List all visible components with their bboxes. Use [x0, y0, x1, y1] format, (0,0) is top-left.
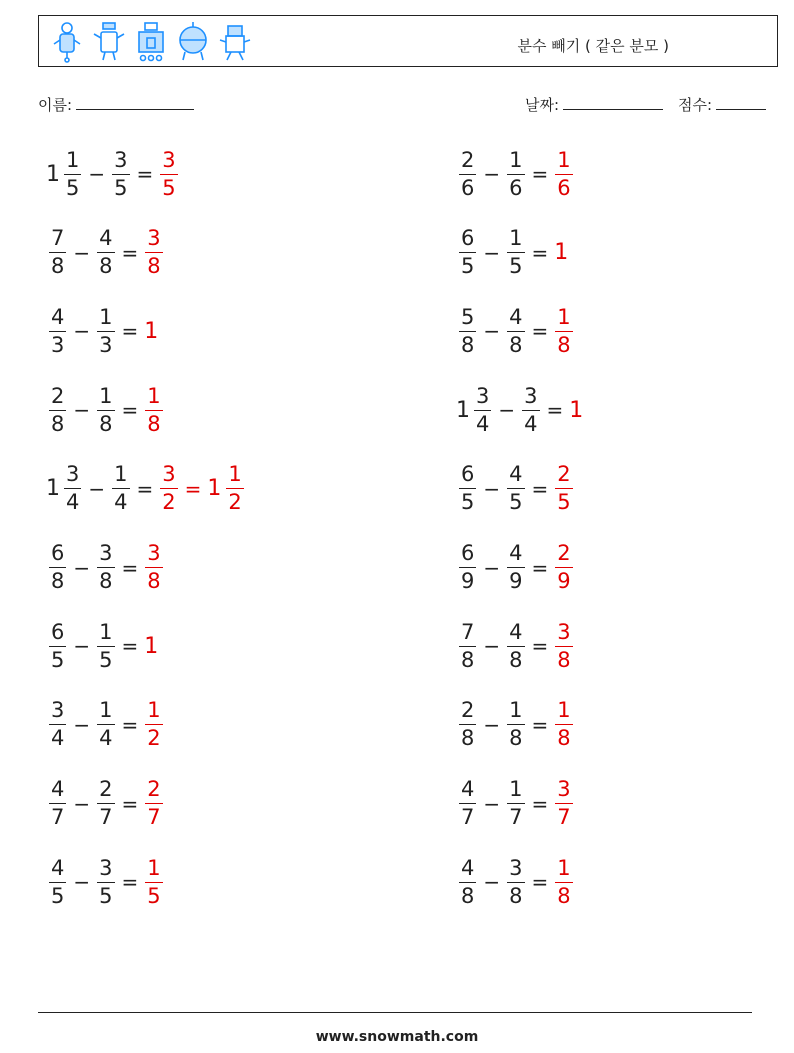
answer-fraction: [145, 855, 162, 908]
denominator: 5: [162, 175, 176, 200]
minuend-fraction: [49, 855, 66, 908]
numerator: 3: [557, 619, 571, 644]
minuend-fraction: [459, 619, 476, 672]
answer: [142, 543, 165, 592]
worksheet-header: [38, 15, 778, 67]
equals-sign: =: [531, 162, 549, 186]
equals-sign: =: [121, 791, 139, 816]
equals-sign: =: [121, 870, 139, 895]
denominator: 4: [51, 726, 65, 751]
problem-12: [456, 537, 576, 599]
minus-sign: −: [483, 240, 501, 265]
numerator: 4: [51, 777, 65, 802]
subtrahend-fraction: [97, 228, 114, 277]
numerator: 2: [147, 777, 161, 802]
denominator: 8: [51, 411, 65, 436]
answer: [157, 464, 247, 513]
problem-5: [46, 300, 160, 362]
minus-sign: −: [483, 791, 501, 816]
answer-mixed-fraction: [226, 464, 243, 513]
denominator: 5: [147, 883, 161, 908]
minuend-fraction: [459, 543, 476, 592]
name-field: [38, 94, 194, 115]
numerator: 1: [509, 226, 523, 251]
denominator: 6: [461, 175, 475, 200]
numerator: 4: [51, 855, 65, 880]
numerator: 1: [509, 777, 523, 802]
numerator: 2: [99, 777, 113, 802]
numerator: 3: [162, 147, 176, 172]
numerator: 6: [51, 541, 65, 565]
equals-sign: =: [121, 712, 139, 737]
minuend-fraction: [49, 304, 66, 357]
numerator: 3: [147, 541, 161, 565]
equals-sign: =: [531, 476, 549, 501]
numerator: 4: [509, 304, 523, 329]
answer: [552, 147, 575, 200]
denominator: 5: [114, 175, 128, 200]
equals-sign: =: [136, 476, 154, 501]
denominator: 9: [461, 569, 475, 593]
date-field: [525, 94, 663, 115]
numerator: 1: [557, 698, 571, 723]
minus-sign: −: [73, 555, 91, 580]
minuend-fraction: [459, 304, 476, 357]
minuend-fraction: [459, 147, 476, 200]
denominator: 8: [557, 332, 571, 357]
answer: [552, 543, 575, 592]
denominator: 4: [99, 726, 113, 751]
answer: [142, 319, 160, 344]
answer-whole: 1: [144, 633, 159, 659]
answer-fraction: [145, 779, 162, 828]
subtrahend-fraction: [97, 855, 114, 908]
equals-sign: =: [531, 870, 549, 895]
equals-sign: =: [546, 398, 564, 423]
denominator: 5: [509, 490, 523, 515]
equals-sign: =: [121, 634, 139, 659]
denominator: 8: [557, 647, 571, 672]
answer-fraction: [555, 700, 572, 749]
minus-sign: −: [498, 398, 516, 423]
numerator: 3: [509, 855, 523, 880]
answer-fraction: [555, 619, 572, 672]
minus-sign: −: [73, 398, 91, 423]
problem-20: [456, 851, 576, 913]
numerator: 3: [99, 855, 113, 880]
denominator: 7: [51, 805, 65, 830]
date-label: 날짜:: [525, 96, 560, 114]
robot-icon-1: [49, 20, 85, 64]
minus-sign: −: [73, 634, 91, 659]
answer-equals-sign: =: [184, 476, 202, 501]
problem-2: [456, 143, 576, 205]
numerator: 1: [557, 147, 571, 172]
minuend-fraction: [49, 383, 66, 436]
answer-whole: 1: [554, 240, 569, 266]
denominator: 8: [557, 726, 571, 751]
answer: [552, 240, 570, 265]
minus-sign: −: [483, 319, 501, 344]
minus-sign: −: [88, 476, 106, 501]
minuend-fraction: [64, 147, 81, 200]
equals-sign: =: [121, 319, 139, 344]
score-field: [678, 94, 766, 115]
numerator: 6: [461, 226, 475, 251]
numerator: 2: [461, 698, 475, 723]
subtrahend-fraction: [97, 383, 114, 436]
denominator: 7: [509, 805, 523, 830]
problem-18: [456, 773, 576, 835]
minus-sign: −: [483, 555, 501, 580]
denominator: 3: [99, 332, 113, 357]
subtrahend-fraction: [97, 304, 114, 357]
answer: [142, 383, 165, 436]
problem-14: [456, 615, 576, 677]
numerator: 3: [99, 541, 113, 565]
problem-7: [46, 379, 166, 441]
denominator: 8: [557, 883, 571, 908]
problem-17: [46, 773, 166, 835]
problem-11: [46, 537, 166, 599]
denominator: 5: [557, 490, 571, 515]
minus-sign: −: [73, 319, 91, 344]
numerator: 3: [162, 462, 176, 487]
denominator: 5: [66, 175, 80, 200]
equals-sign: =: [121, 240, 139, 265]
answer: [142, 634, 160, 659]
robot-icons: [49, 20, 253, 64]
numerator: 2: [557, 541, 571, 565]
numerator: 1: [509, 698, 523, 723]
subtrahend-fraction: [112, 464, 129, 513]
answer-fraction: [555, 147, 572, 200]
score-blank[interactable]: [716, 95, 766, 110]
subtrahend-fraction: [507, 464, 524, 513]
minus-sign: −: [483, 712, 501, 737]
minus-sign: −: [73, 870, 91, 895]
numerator: 1: [66, 147, 80, 172]
worksheet-title: 분수 빼기 ( 같은 분모 ): [517, 37, 669, 55]
answer: [142, 779, 165, 828]
denominator: 4: [524, 411, 538, 436]
answer-fraction: [145, 543, 162, 592]
denominator: 8: [461, 883, 475, 908]
numerator: 1: [114, 462, 128, 487]
denominator: 8: [461, 647, 475, 672]
numerator: 3: [557, 777, 571, 802]
denominator: 6: [557, 175, 571, 200]
numerator: 1: [99, 698, 113, 723]
minuend-fraction: [459, 700, 476, 749]
robot-icon-2: [91, 20, 127, 64]
subtrahend-fraction: [507, 779, 524, 828]
numerator: 1: [228, 462, 242, 487]
minuend-fraction: [474, 383, 491, 436]
denominator: 7: [147, 805, 161, 830]
minuend-fraction: [49, 779, 66, 828]
answer-fraction: [555, 464, 572, 513]
answer: [552, 700, 575, 749]
minuend-fraction: [64, 464, 81, 513]
answer-fraction: [555, 543, 572, 592]
answer: [157, 147, 180, 200]
answer-mixed-whole: 1: [207, 476, 222, 502]
minus-sign: −: [73, 791, 91, 816]
minuend-whole: 1: [46, 476, 60, 502]
denominator: 4: [114, 490, 128, 515]
robot-icon-5: [217, 20, 253, 64]
minuend-fraction: [49, 700, 66, 749]
numerator: 3: [476, 383, 490, 408]
numerator: 1: [147, 383, 161, 408]
answer-fraction: [555, 304, 572, 357]
denominator: 8: [51, 254, 65, 279]
numerator: 1: [557, 304, 571, 329]
numerator: 6: [461, 462, 475, 487]
numerator: 6: [461, 541, 475, 565]
numerator: 1: [147, 698, 161, 723]
answer-whole: 1: [144, 318, 159, 344]
problem-6: [456, 300, 576, 362]
numerator: 1: [99, 619, 113, 644]
minus-sign: −: [73, 712, 91, 737]
subtrahend-fraction: [97, 543, 114, 592]
minuend-fraction: [49, 619, 66, 672]
numerator: 1: [147, 855, 161, 880]
numerator: 1: [509, 147, 523, 172]
name-label: 이름:: [38, 96, 73, 114]
numerator: 1: [557, 855, 571, 880]
denominator: 5: [51, 883, 65, 908]
numerator: 3: [51, 698, 65, 723]
denominator: 2: [147, 726, 161, 751]
numerator: 4: [461, 855, 475, 880]
problem-3: [46, 222, 166, 284]
answer: [552, 855, 575, 908]
answer: [142, 700, 165, 749]
denominator: 3: [51, 332, 65, 357]
subtrahend-fraction: [522, 383, 539, 436]
subtrahend-fraction: [97, 700, 114, 749]
date-blank[interactable]: [563, 95, 663, 110]
equals-sign: =: [531, 791, 549, 816]
denominator: 2: [228, 490, 242, 515]
numerator: 7: [461, 619, 475, 644]
denominator: 8: [51, 569, 65, 593]
subtrahend-fraction: [507, 228, 524, 277]
denominator: 8: [509, 883, 523, 908]
answer-fraction: [145, 228, 162, 277]
equals-sign: =: [531, 240, 549, 265]
denominator: 9: [509, 569, 523, 593]
minuend-fraction: [49, 228, 66, 277]
denominator: 6: [509, 175, 523, 200]
score-label: 점수:: [678, 96, 713, 114]
numerator: 3: [147, 226, 161, 251]
denominator: 5: [461, 490, 475, 515]
minus-sign: −: [73, 240, 91, 265]
minuend-fraction: [459, 464, 476, 513]
equals-sign: =: [531, 555, 549, 580]
minuend-fraction: [49, 543, 66, 592]
minuend-fraction: [459, 228, 476, 277]
subtrahend-fraction: [507, 147, 524, 200]
footer-divider: [38, 1012, 752, 1013]
denominator: 8: [461, 726, 475, 751]
footer-url: www.snowmath.com: [315, 1029, 479, 1045]
answer: [567, 398, 585, 423]
denominator: 5: [99, 883, 113, 908]
numerator: 4: [509, 619, 523, 644]
subtrahend-fraction: [507, 543, 524, 592]
numerator: 4: [461, 777, 475, 802]
problem-10: [456, 458, 576, 520]
numerator: 2: [51, 383, 65, 408]
denominator: 7: [99, 805, 113, 830]
denominator: 7: [461, 805, 475, 830]
answer-fraction: [145, 383, 162, 436]
numerator: 6: [51, 619, 65, 644]
denominator: 9: [557, 569, 571, 593]
answer-fraction: [555, 779, 572, 828]
denominator: 5: [99, 647, 113, 672]
numerator: 4: [51, 304, 65, 329]
numerator: 4: [99, 226, 113, 251]
denominator: 7: [557, 805, 571, 830]
minuend-fraction: [459, 855, 476, 908]
problem-9: [46, 458, 247, 520]
denominator: 5: [509, 254, 523, 279]
denominator: 8: [99, 569, 113, 593]
problem-15: [46, 694, 166, 756]
minuend-whole: 1: [456, 397, 470, 423]
equals-sign: =: [531, 712, 549, 737]
answer: [142, 855, 165, 908]
minus-sign: −: [483, 870, 501, 895]
denominator: 8: [147, 411, 161, 436]
denominator: 4: [476, 411, 490, 436]
numerator: 1: [99, 304, 113, 329]
denominator: 8: [147, 569, 161, 593]
problem-13: [46, 615, 160, 677]
equals-sign: =: [136, 162, 154, 186]
answer: [552, 779, 575, 828]
problem-16: [456, 694, 576, 756]
denominator: 2: [162, 490, 176, 515]
minus-sign: −: [483, 162, 501, 186]
denominator: 8: [99, 411, 113, 436]
equals-sign: =: [531, 319, 549, 344]
denominator: 8: [461, 332, 475, 357]
minus-sign: −: [88, 162, 106, 186]
subtrahend-fraction: [507, 700, 524, 749]
answer: [552, 464, 575, 513]
answer: [552, 304, 575, 357]
denominator: 4: [66, 490, 80, 515]
subtrahend-fraction: [507, 619, 524, 672]
answer-fraction: [160, 147, 177, 200]
name-blank[interactable]: [76, 95, 194, 110]
problem-8: [456, 379, 585, 441]
problem-1: [46, 143, 181, 205]
robot-icon-4: [175, 20, 211, 64]
answer-fraction: [160, 464, 177, 513]
minus-sign: −: [483, 476, 501, 501]
answer: [142, 228, 165, 277]
subtrahend-fraction: [97, 619, 114, 672]
subtrahend-fraction: [97, 779, 114, 828]
numerator: 5: [461, 304, 475, 329]
answer-fraction: [555, 855, 572, 908]
numerator: 3: [114, 147, 128, 172]
numerator: 4: [509, 541, 523, 565]
subtrahend-fraction: [112, 147, 129, 200]
numerator: 2: [461, 147, 475, 172]
denominator: 8: [509, 647, 523, 672]
robot-icon-3: [133, 20, 169, 64]
minus-sign: −: [483, 634, 501, 659]
numerator: 2: [557, 462, 571, 487]
denominator: 8: [509, 332, 523, 357]
answer: [552, 619, 575, 672]
equals-sign: =: [121, 398, 139, 423]
answer-fraction: [145, 700, 162, 749]
subtrahend-fraction: [507, 855, 524, 908]
numerator: 3: [524, 383, 538, 408]
equals-sign: =: [121, 555, 139, 580]
denominator: 5: [461, 254, 475, 279]
problem-19: [46, 851, 166, 913]
minuend-fraction: [459, 779, 476, 828]
numerator: 4: [509, 462, 523, 487]
denominator: 8: [509, 726, 523, 751]
equals-sign: =: [531, 634, 549, 659]
denominator: 8: [147, 254, 161, 279]
denominator: 8: [99, 254, 113, 279]
numerator: 1: [99, 383, 113, 408]
problem-4: [456, 222, 570, 284]
subtrahend-fraction: [507, 304, 524, 357]
minuend-whole: 1: [46, 161, 60, 187]
numerator: 7: [51, 226, 65, 251]
numerator: 3: [66, 462, 80, 487]
denominator: 5: [51, 647, 65, 672]
answer-whole: 1: [569, 397, 584, 423]
